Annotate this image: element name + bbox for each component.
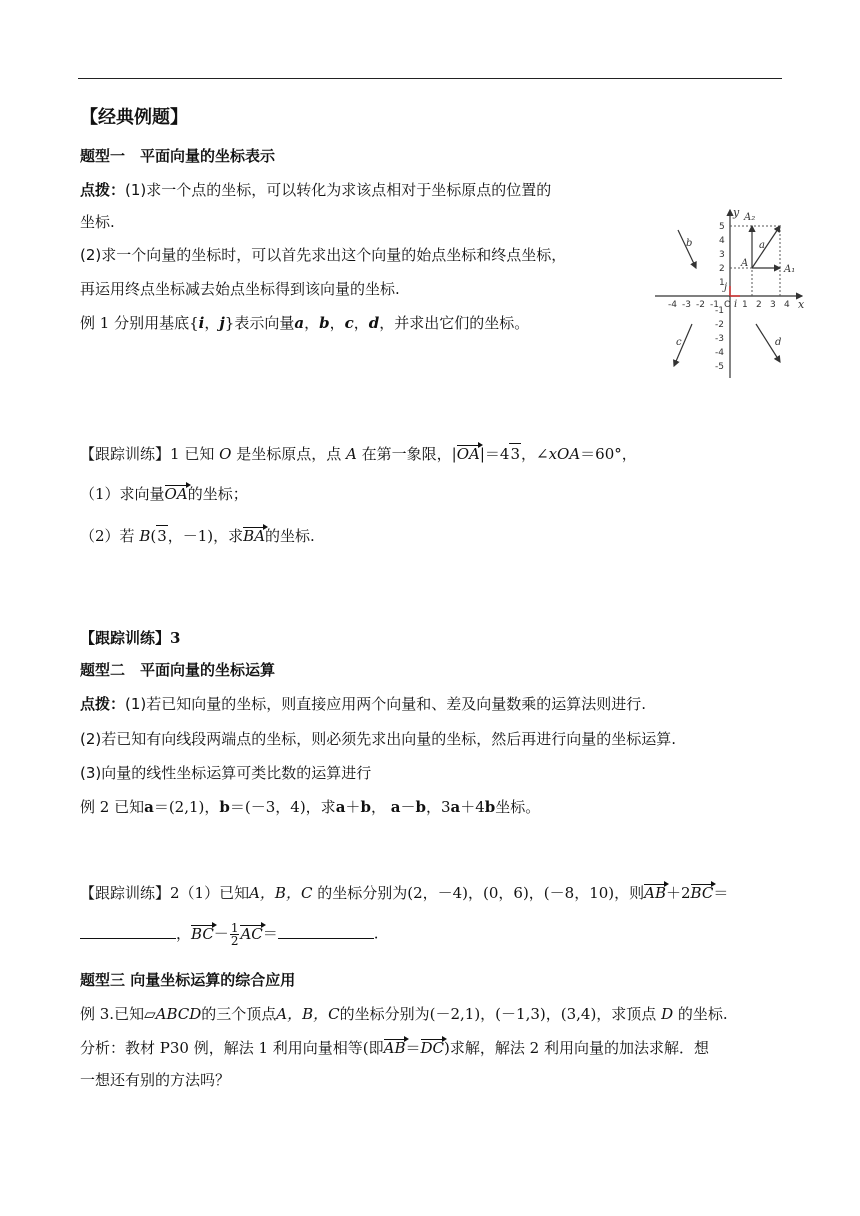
train1-q1: （1）求向量OA的坐标； xyxy=(80,485,248,503)
x-tick: O xyxy=(724,300,732,310)
train2-cont: ，BC－ $\frac{1}{2}$ AC＝ . xyxy=(80,922,379,947)
x-tick: -1 xyxy=(710,300,719,310)
answer-blank[interactable] xyxy=(80,924,176,939)
point-label-a2: A₂ xyxy=(744,212,756,223)
train1-stem: 【跟踪训练】1 已知 O 是坐标原点，点 A 在第一象限，|OA|＝43，∠xOA＝60°， xyxy=(80,445,637,463)
y-axis-label: y xyxy=(733,206,740,219)
type2-title: 题型二 平面向量的坐标运算 xyxy=(80,661,276,679)
y-tick: -2 xyxy=(715,320,724,330)
example-2: 例 2 已知a＝(2,1)，b＝(－3，4)，求a＋b， a－b，3a＋4b坐标。 xyxy=(80,798,541,816)
vector-a xyxy=(752,226,780,268)
x-tick: -2 xyxy=(696,300,705,310)
point-label-a: A xyxy=(741,258,749,269)
x-tick: -4 xyxy=(668,300,677,310)
section-heading: 【经典例题】 xyxy=(80,107,188,128)
type2-tip3: (3)向量的线性坐标运算可类比数的运算进行 xyxy=(80,764,372,782)
y-tick: -5 xyxy=(715,362,724,372)
example-3: 例 3.已知▱ABCD的三个顶点A，B，C的坐标分别为(－2,1)，(－1,3)，(3,4)，求顶点 D 的坐标. xyxy=(80,1005,728,1023)
analysis: 分析：教材 P30 例，解法 1 利用向量相等(即AB＝DC)求解，解法 2 利用向量的加法求解．想 xyxy=(80,1039,709,1057)
vector-label-b: b xyxy=(686,238,693,249)
answer-blank[interactable] xyxy=(278,924,374,939)
example-1: 例 1 分别用基底{i，j}表示向量a，b，c，d，并求出它们的坐标。 xyxy=(80,314,530,332)
type2-tip2: (2)若已知有向线段两端点的坐标，则必须先求出向量的坐标，然后再进行向量的坐标运算. xyxy=(80,730,677,748)
train2-stem: 【跟踪训练】2（1）已知A，B，C 的坐标分别为(2，－4)，(0，6)，(－8，10)，则AB＋2BC＝ xyxy=(80,884,729,902)
y-tick: 3 xyxy=(719,250,725,260)
fraction-half: $\frac{1}{2}$ xyxy=(230,921,239,948)
type2-tip1: 点拨：(1)若已知向量的坐标，则直接应用两个向量和、差及向量数乘的运算法则进行. xyxy=(80,695,647,713)
x-tick: 3 xyxy=(770,300,776,310)
type1-title: 题型一 平面向量的坐标表示 xyxy=(80,147,276,165)
type3-title: 题型三 向量坐标运算的综合应用 xyxy=(80,971,296,989)
y-tick: 4 xyxy=(719,236,725,246)
x-tick: 1 xyxy=(742,300,748,310)
vector-label-d: d xyxy=(775,337,782,348)
vector-label-c: c xyxy=(676,337,682,348)
coordinate-figure xyxy=(640,200,820,390)
type1-tip2: (2)求一个向量的坐标时，可以首先求出这个向量的始点坐标和终点坐标， xyxy=(80,246,567,264)
type1-tip2-cont: 再运用终点坐标减去始点坐标得到该向量的坐标. xyxy=(80,280,400,298)
train1-q2: （2）若 B(3，－1)，求BA的坐标. xyxy=(80,527,315,545)
vector-b xyxy=(678,230,696,268)
y-tick: 1 xyxy=(719,278,725,288)
point-label-a1: A₁ xyxy=(784,264,796,275)
train3-label: 【跟踪训练】3 xyxy=(80,629,181,647)
vector-label-a: a xyxy=(759,240,765,251)
top-rule xyxy=(78,78,782,79)
y-tick: -3 xyxy=(715,334,724,344)
type1-tip1: 点拨：(1)求一个点的坐标，可以转化为求该点相对于坐标原点的位置的 xyxy=(80,181,552,199)
type1-tip1-cont: 坐标. xyxy=(80,213,115,231)
analysis-cont: 一想还有别的方法吗？ xyxy=(80,1071,231,1089)
unit-j-label: j xyxy=(724,282,728,293)
x-tick: 2 xyxy=(756,300,762,310)
x-tick: 4 xyxy=(784,300,790,310)
x-tick: -3 xyxy=(682,300,691,310)
x-axis-label: x xyxy=(798,298,805,311)
y-tick: -4 xyxy=(715,348,724,358)
y-tick: -1 xyxy=(715,306,724,316)
y-tick: 5 xyxy=(719,222,725,232)
y-tick: 2 xyxy=(719,264,725,274)
unit-i-label: i xyxy=(734,299,738,310)
